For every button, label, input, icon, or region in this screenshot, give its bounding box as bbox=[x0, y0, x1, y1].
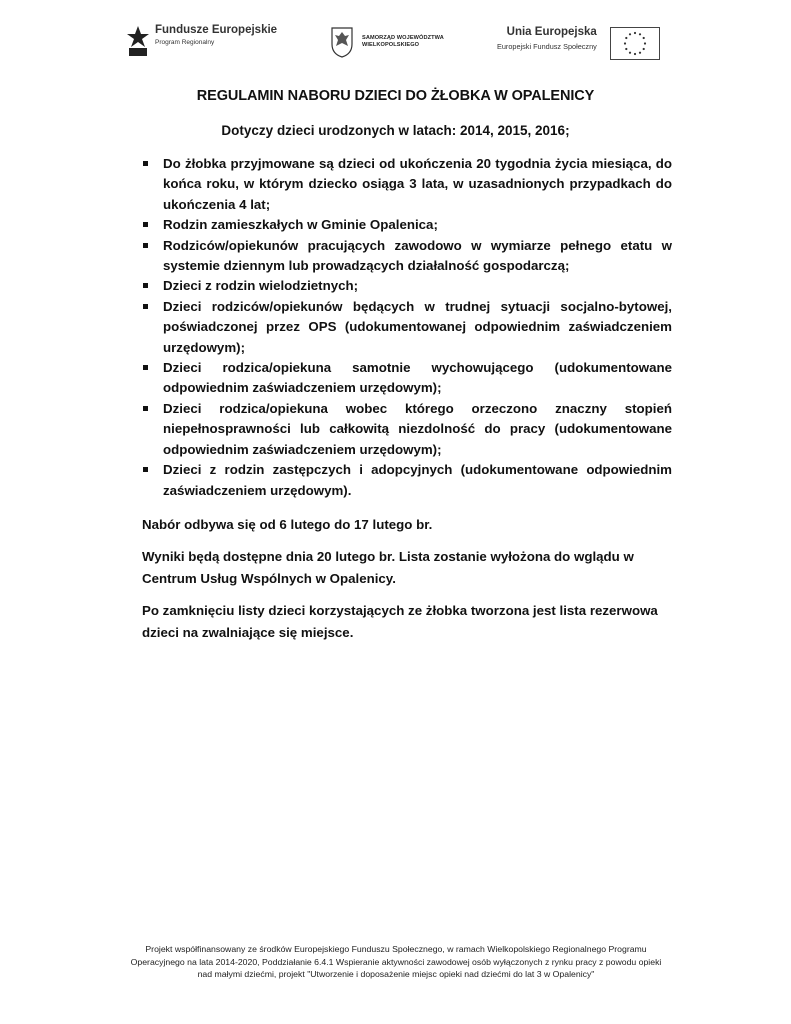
unia-europejska-logo bbox=[497, 25, 597, 51]
list-item-text: Rodzin zamieszkałych w Gminie Opalenica; bbox=[163, 217, 438, 233]
list-item-text: Dzieci z rodzin zastępczych i adopcyjnych (udokumentowane odpowiednim zaświadczeniem urzędowym). bbox=[163, 462, 672, 498]
fundusze-europejskie-logo bbox=[126, 24, 277, 58]
bullet-icon bbox=[143, 283, 148, 288]
fe-logo-subtitle: Program Regionalny bbox=[155, 39, 215, 46]
list-item bbox=[142, 236, 672, 277]
recruitment-dates: Nabór odbywa się od 6 lutego do 17 lutego br. bbox=[142, 517, 433, 532]
reserve-list-info: Po zamknięciu listy dzieci korzystających ze żłobka tworzona jest lista rezerwowa dzieci na zwalniające się miejsce. bbox=[142, 603, 658, 640]
document-title: REGULAMIN NABORU DZIECI DO ŻŁOBKA W OPALENICY bbox=[196, 88, 595, 104]
fe-logo-title: Fundusze Europejskie bbox=[155, 24, 278, 36]
logo-header bbox=[0, 18, 791, 68]
list-item-text: Dzieci rodzica/opiekuna samotnie wychowującego (udokumentowane odpowiednim zaświadczeniem urzędowym); bbox=[163, 360, 672, 396]
document-subtitle: Dotyczy dzieci urodzonych w latach: 2014, 2015, 2016; bbox=[221, 123, 570, 138]
list-item bbox=[142, 215, 672, 235]
bullet-icon bbox=[143, 222, 148, 227]
list-item-text: Dzieci rodziców/opiekunów będących w trudnej sytuacji socjalno-bytowej, poświadczonej przez OPS (udokumentowanej odpowiednim zaświadczeniem urzędowym); bbox=[163, 298, 672, 355]
list-item bbox=[142, 154, 672, 215]
eagle-crest-icon bbox=[330, 26, 354, 58]
ue-logo-subtitle: Europejski Fundusz Społeczny bbox=[497, 42, 597, 51]
eu-flag-icon bbox=[610, 27, 660, 60]
sw-logo-line2: WIELKOPOLSKIEGO bbox=[362, 42, 420, 48]
list-item bbox=[142, 358, 672, 399]
list-item bbox=[142, 460, 672, 501]
funding-footer: Projekt współfinansowany ze środków Europejskiego Funduszu Społecznego, w ramach Wielkopolskiego Regionalnego Programu Operacyjnego na lata 2014-2020, Poddziałanie 6.4.1 Wspieranie aktywności zawodowej osób wyłączonych z rynku pracy z powodu opieki nad małymi dziećmi, projekt "Utworzenie i doposażenie miejsc opieki nad dziećmi do lat 3 w Opalenicy" bbox=[130, 944, 662, 979]
list-item-text: Rodziców/opiekunów pracujących zawodowo w wymiarze pełnego etatu w systemie dziennym lub prowadzących działalność gospodarczą; bbox=[163, 237, 672, 274]
bullet-icon bbox=[143, 365, 148, 370]
list-item bbox=[142, 399, 672, 460]
criteria-list bbox=[142, 154, 672, 501]
list-item-text: Do żłobka przyjmowane są dzieci od ukończenia 20 tygodnia życia miesiąca, do końca roku, w którym dziecko osiąga 3 lata, w uzasadnionych przypadkach do ukończenia 4 lat; bbox=[163, 156, 672, 212]
results-info: Wyniki będą dostępne dnia 20 lutego br. Lista zostanie wyłożona do wglądu w Centrum Usług Wspólnych w Opalenicy. bbox=[142, 549, 634, 586]
bullet-icon bbox=[143, 161, 148, 166]
list-item bbox=[142, 297, 672, 358]
list-item-text: Dzieci rodzica/opiekuna wobec którego orzeczono znaczny stopień niepełnosprawności lub całkowitą niezdolność do pracy (udokumentowane odpowiednim zaświadczeniem urzędowym); bbox=[163, 400, 672, 457]
list-item-text: Dzieci z rodzin wielodzietnych; bbox=[163, 278, 359, 294]
fe-star-icon bbox=[126, 24, 150, 58]
sw-logo-line1: SAMORZĄD WOJEWÓDZTWA bbox=[362, 35, 444, 41]
samorzad-wojewodztwa-logo bbox=[330, 26, 444, 58]
bullet-icon bbox=[143, 406, 148, 411]
bullet-icon bbox=[143, 304, 148, 309]
ue-logo-title: Unia Europejska bbox=[506, 26, 597, 38]
bullet-icon bbox=[143, 243, 148, 248]
list-item bbox=[142, 276, 672, 296]
bullet-icon bbox=[143, 467, 148, 472]
